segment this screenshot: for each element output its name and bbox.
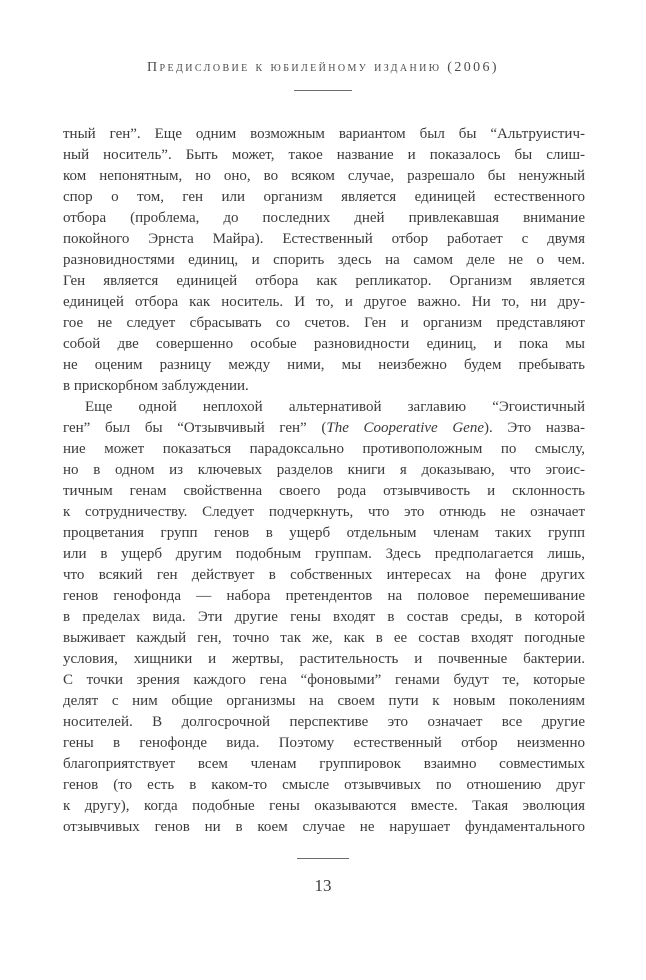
body-line: или в ущерб другим подобным группам. Здесь предполагается лишь, xyxy=(63,546,585,562)
body-line: не оценим разницу между ними, мы неизбежно будем пребывать xyxy=(63,357,585,373)
body-line: гены в генофонде вида. Поэтому естественный отбор неизменно xyxy=(63,735,585,751)
body-line: в пределах вида. Эти другие гены входят в состав среды, в которой xyxy=(63,609,585,625)
page-number: 13 xyxy=(314,876,332,895)
body-line: что всякий ген действует в собственных интересах на фоне других xyxy=(63,567,585,583)
footer-divider xyxy=(297,858,349,859)
body-line: процветания групп генов в ущерб отдельным членам таких групп xyxy=(63,525,585,541)
running-header: Предисловие к юбилейному изданию (2006) xyxy=(147,60,499,75)
body-line: спор о том, ген или организм является единицей естественного xyxy=(63,189,585,205)
body-line: к сотрудничеству. Следует подчеркнуть, что это отнюдь не означает xyxy=(63,504,585,520)
body-line: делят с ним общие организмы на своем пути к новым поколениям xyxy=(63,693,585,709)
body-line: Еще одной неплохой альтернативой заглавию “Эгоистичный xyxy=(85,399,585,415)
body-line: ние может показаться парадоксально противоположным по смыслу, xyxy=(63,441,585,457)
body-line: в прискорбном заблуждении. xyxy=(63,378,249,394)
body-line: гое не следует сбрасывать со счетов. Ген и организм представляют xyxy=(63,315,585,331)
body-line: отбора (проблема, до последних дней привлекавшая внимание xyxy=(63,210,585,226)
header-divider xyxy=(294,90,352,91)
paragraph xyxy=(63,124,585,397)
body-line: разновидностями единиц, и спорить здесь на самом деле не о чем. xyxy=(63,252,585,268)
paragraph xyxy=(63,397,585,838)
body-line: тичным генам свойственна своего рода отзывчивость и склонность xyxy=(63,483,585,499)
body-line: тный ген”. Еще одним возможным вариантом был бы “Альтруистич- xyxy=(63,126,585,142)
body-text xyxy=(63,124,585,838)
body-line: генов (то есть в каком-то смысле отзывчивых по отношению друг xyxy=(63,777,585,793)
body-line: ген” был бы “Отзывчивый ген” (The Cooperative Gene). Это назва- xyxy=(63,420,585,436)
body-line: ком непонятным, но оно, во всяком случае, разрешало бы ненужный xyxy=(63,168,585,184)
body-line: но в одном из ключевых разделов книги я доказываю, что эгоис- xyxy=(63,462,585,478)
body-line: генов генофонда — набора претендентов на половое перемешивание xyxy=(63,588,585,604)
body-line: Ген является единицей отбора как репликатор. Организм является xyxy=(63,273,585,289)
body-line: выживает каждый ген, точно так же, как в ее состав входят погодные xyxy=(63,630,585,646)
body-line: собой две совершенно особые разновидности единиц, и пока мы xyxy=(63,336,585,352)
body-line: к другу), когда подобные гены оказываются вместе. Такая эволюция xyxy=(63,798,585,814)
body-line: отзывчивых генов ни в коем случае не нарушает фундаментального xyxy=(63,819,585,835)
body-line: условия, хищники и жертвы, растительность и почвенные бактерии. xyxy=(63,651,585,667)
body-line: ный носитель”. Быть может, такое название и показалось бы слиш- xyxy=(63,147,585,163)
body-line: единицей отбора как носитель. И то, и другое важно. Ни то, ни дру- xyxy=(63,294,585,310)
body-line: покойного Эрнста Майра). Естественный отбор работает с двумя xyxy=(63,231,585,247)
body-line: носителей. В долгосрочной перспективе это означает все другие xyxy=(63,714,585,730)
body-line: С точки зрения каждого гена “фоновыми” генами будут те, которые xyxy=(63,672,585,688)
body-line: благоприятствует всем членам группировок взаимно совместимых xyxy=(63,756,585,772)
